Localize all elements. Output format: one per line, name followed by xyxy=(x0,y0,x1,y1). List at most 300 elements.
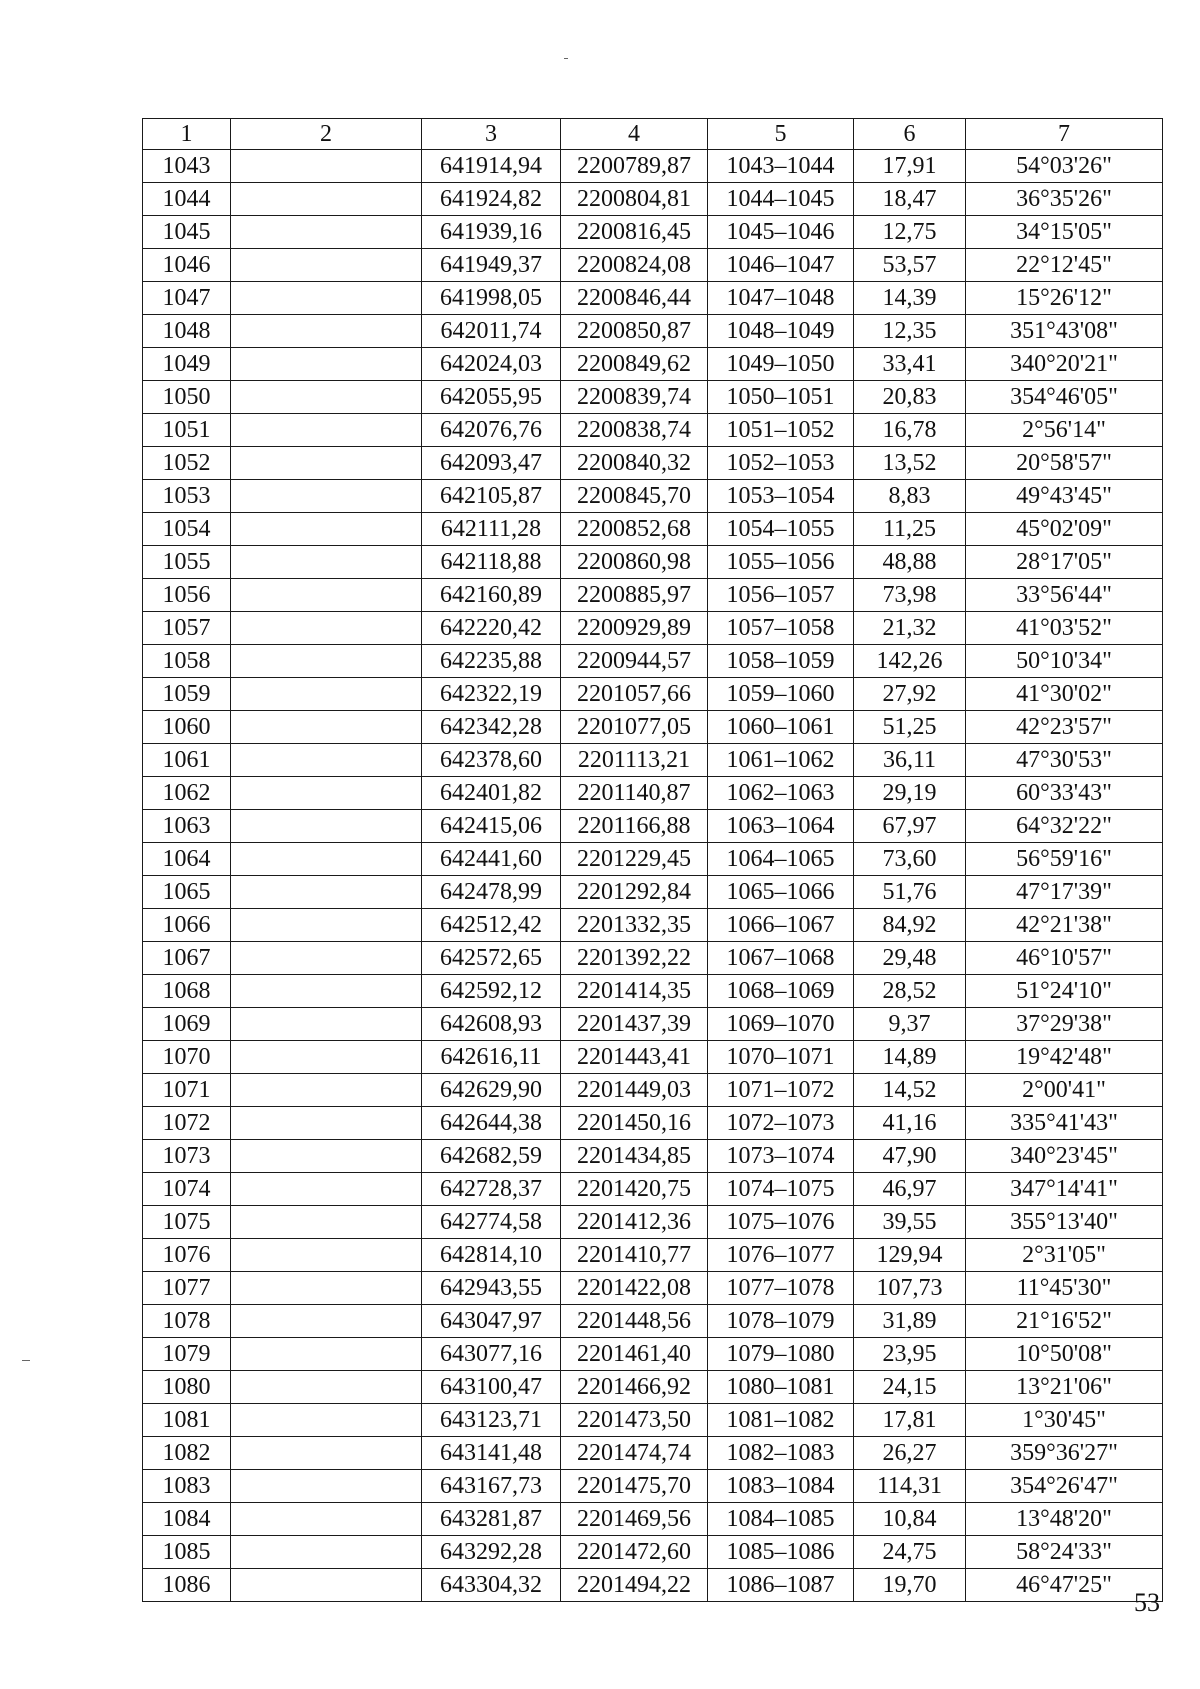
cell-segment: 1051–1052 xyxy=(708,414,854,447)
table-row xyxy=(143,975,1163,1008)
cell-segment: 1043–1044 xyxy=(708,150,854,183)
table-row xyxy=(143,777,1163,810)
cell-bearing: 335°41'43" xyxy=(966,1107,1163,1140)
cell-y-coordinate: 2201412,36 xyxy=(561,1206,708,1239)
cell-x-coordinate: 642118,88 xyxy=(422,546,561,579)
cell-x-coordinate: 642814,10 xyxy=(422,1239,561,1272)
cell-point-number: 1043 xyxy=(143,150,231,183)
table-row xyxy=(143,1470,1163,1503)
cell-y-coordinate: 2201422,08 xyxy=(561,1272,708,1305)
cell-y-coordinate: 2200804,81 xyxy=(561,183,708,216)
cell-y-coordinate: 2201475,70 xyxy=(561,1470,708,1503)
cell-segment: 1080–1081 xyxy=(708,1371,854,1404)
cell-bearing: 2°00'41" xyxy=(966,1074,1163,1107)
cell-x-coordinate: 642220,42 xyxy=(422,612,561,645)
cell-point-number: 1063 xyxy=(143,810,231,843)
cell-bearing: 351°43'08" xyxy=(966,315,1163,348)
cell-length: 16,78 xyxy=(854,414,966,447)
cell-bearing: 22°12'45" xyxy=(966,249,1163,282)
cell-x-coordinate: 642105,87 xyxy=(422,480,561,513)
cell-x-coordinate: 643100,47 xyxy=(422,1371,561,1404)
cell-x-coordinate: 642024,03 xyxy=(422,348,561,381)
cell-blank xyxy=(231,1569,422,1602)
cell-length: 51,25 xyxy=(854,711,966,744)
cell-point-number: 1073 xyxy=(143,1140,231,1173)
cell-point-number: 1058 xyxy=(143,645,231,678)
cell-segment: 1074–1075 xyxy=(708,1173,854,1206)
cell-x-coordinate: 643047,97 xyxy=(422,1305,561,1338)
cell-x-coordinate: 642076,76 xyxy=(422,414,561,447)
cell-point-number: 1064 xyxy=(143,843,231,876)
cell-segment: 1044–1045 xyxy=(708,183,854,216)
table-row xyxy=(143,1140,1163,1173)
table-row xyxy=(143,1503,1163,1536)
cell-blank xyxy=(231,150,422,183)
cell-segment: 1057–1058 xyxy=(708,612,854,645)
cell-segment: 1054–1055 xyxy=(708,513,854,546)
cell-point-number: 1077 xyxy=(143,1272,231,1305)
cell-point-number: 1086 xyxy=(143,1569,231,1602)
cell-length: 8,83 xyxy=(854,480,966,513)
cell-point-number: 1078 xyxy=(143,1305,231,1338)
cell-point-number: 1057 xyxy=(143,612,231,645)
cell-bearing: 51°24'10" xyxy=(966,975,1163,1008)
table-row xyxy=(143,249,1163,282)
table-row xyxy=(143,1536,1163,1569)
cell-point-number: 1054 xyxy=(143,513,231,546)
cell-point-number: 1068 xyxy=(143,975,231,1008)
cell-bearing: 50°10'34" xyxy=(966,645,1163,678)
cell-y-coordinate: 2200860,98 xyxy=(561,546,708,579)
table-row xyxy=(143,282,1163,315)
table-row xyxy=(143,1107,1163,1140)
cell-x-coordinate: 642160,89 xyxy=(422,579,561,612)
cell-length: 29,19 xyxy=(854,777,966,810)
table-row xyxy=(143,315,1163,348)
table-row xyxy=(143,876,1163,909)
cell-point-number: 1046 xyxy=(143,249,231,282)
cell-segment: 1078–1079 xyxy=(708,1305,854,1338)
table-row xyxy=(143,546,1163,579)
cell-length: 19,70 xyxy=(854,1569,966,1602)
cell-length: 14,52 xyxy=(854,1074,966,1107)
cell-point-number: 1060 xyxy=(143,711,231,744)
table-row xyxy=(143,843,1163,876)
cell-length: 48,88 xyxy=(854,546,966,579)
cell-x-coordinate: 642235,88 xyxy=(422,645,561,678)
cell-y-coordinate: 2201469,56 xyxy=(561,1503,708,1536)
cell-x-coordinate: 642616,11 xyxy=(422,1041,561,1074)
cell-length: 17,91 xyxy=(854,150,966,183)
cell-y-coordinate: 2200840,32 xyxy=(561,447,708,480)
cell-segment: 1070–1071 xyxy=(708,1041,854,1074)
cell-y-coordinate: 2200850,87 xyxy=(561,315,708,348)
cell-segment: 1065–1066 xyxy=(708,876,854,909)
cell-blank xyxy=(231,480,422,513)
table-row xyxy=(143,1569,1163,1602)
cell-x-coordinate: 642011,74 xyxy=(422,315,561,348)
cell-blank xyxy=(231,975,422,1008)
cell-x-coordinate: 642572,65 xyxy=(422,942,561,975)
cell-length: 26,27 xyxy=(854,1437,966,1470)
cell-bearing: 56°59'16" xyxy=(966,843,1163,876)
column-header-segment: 5 xyxy=(708,119,854,150)
table-body xyxy=(143,150,1163,1602)
cell-blank xyxy=(231,810,422,843)
cell-y-coordinate: 2201473,50 xyxy=(561,1404,708,1437)
cell-segment: 1047–1048 xyxy=(708,282,854,315)
column-header-bearing: 7 xyxy=(966,119,1163,150)
cell-x-coordinate: 642629,90 xyxy=(422,1074,561,1107)
cell-bearing: 64°32'22" xyxy=(966,810,1163,843)
cell-y-coordinate: 2201437,39 xyxy=(561,1008,708,1041)
cell-length: 41,16 xyxy=(854,1107,966,1140)
cell-length: 114,31 xyxy=(854,1470,966,1503)
cell-blank xyxy=(231,381,422,414)
cell-point-number: 1044 xyxy=(143,183,231,216)
cell-length: 129,94 xyxy=(854,1239,966,1272)
cell-point-number: 1049 xyxy=(143,348,231,381)
cell-length: 67,97 xyxy=(854,810,966,843)
cell-bearing: 340°20'21" xyxy=(966,348,1163,381)
cell-y-coordinate: 2201466,92 xyxy=(561,1371,708,1404)
cell-point-number: 1070 xyxy=(143,1041,231,1074)
cell-segment: 1075–1076 xyxy=(708,1206,854,1239)
cell-blank xyxy=(231,1305,422,1338)
cell-bearing: 340°23'45" xyxy=(966,1140,1163,1173)
cell-segment: 1060–1061 xyxy=(708,711,854,744)
cell-blank xyxy=(231,843,422,876)
cell-bearing: 354°26'47" xyxy=(966,1470,1163,1503)
cell-segment: 1046–1047 xyxy=(708,249,854,282)
cell-bearing: 41°30'02" xyxy=(966,678,1163,711)
cell-y-coordinate: 2200885,97 xyxy=(561,579,708,612)
cell-blank xyxy=(231,546,422,579)
cell-blank xyxy=(231,447,422,480)
cell-point-number: 1050 xyxy=(143,381,231,414)
cell-blank xyxy=(231,1503,422,1536)
cell-bearing: 13°21'06" xyxy=(966,1371,1163,1404)
cell-point-number: 1081 xyxy=(143,1404,231,1437)
table-row xyxy=(143,1206,1163,1239)
cell-x-coordinate: 643077,16 xyxy=(422,1338,561,1371)
cell-point-number: 1048 xyxy=(143,315,231,348)
cell-bearing: 54°03'26" xyxy=(966,150,1163,183)
cell-blank xyxy=(231,777,422,810)
cell-blank xyxy=(231,942,422,975)
cell-length: 21,32 xyxy=(854,612,966,645)
cell-bearing: 347°14'41" xyxy=(966,1173,1163,1206)
cell-length: 12,75 xyxy=(854,216,966,249)
cell-x-coordinate: 641949,37 xyxy=(422,249,561,282)
cell-y-coordinate: 2201449,03 xyxy=(561,1074,708,1107)
cell-y-coordinate: 2201450,16 xyxy=(561,1107,708,1140)
column-header-y-coordinate: 4 xyxy=(561,119,708,150)
cell-bearing: 47°30'53" xyxy=(966,744,1163,777)
coordinates-table xyxy=(142,118,1163,1602)
table-row xyxy=(143,942,1163,975)
cell-segment: 1062–1063 xyxy=(708,777,854,810)
cell-y-coordinate: 2201494,22 xyxy=(561,1569,708,1602)
cell-blank xyxy=(231,1140,422,1173)
cell-point-number: 1079 xyxy=(143,1338,231,1371)
cell-bearing: 34°15'05" xyxy=(966,216,1163,249)
cell-bearing: 2°56'14" xyxy=(966,414,1163,447)
cell-segment: 1076–1077 xyxy=(708,1239,854,1272)
cell-point-number: 1045 xyxy=(143,216,231,249)
cell-point-number: 1061 xyxy=(143,744,231,777)
cell-blank xyxy=(231,1272,422,1305)
cell-bearing: 10°50'08" xyxy=(966,1338,1163,1371)
cell-point-number: 1051 xyxy=(143,414,231,447)
cell-segment: 1064–1065 xyxy=(708,843,854,876)
cell-bearing: 37°29'38" xyxy=(966,1008,1163,1041)
cell-x-coordinate: 642478,99 xyxy=(422,876,561,909)
cell-blank xyxy=(231,876,422,909)
cell-bearing: 41°03'52" xyxy=(966,612,1163,645)
table-row xyxy=(143,1437,1163,1470)
table-row xyxy=(143,381,1163,414)
cell-length: 73,98 xyxy=(854,579,966,612)
cell-point-number: 1082 xyxy=(143,1437,231,1470)
cell-blank xyxy=(231,1536,422,1569)
cell-point-number: 1056 xyxy=(143,579,231,612)
cell-bearing: 354°46'05" xyxy=(966,381,1163,414)
table-row xyxy=(143,1272,1163,1305)
cell-blank xyxy=(231,1239,422,1272)
cell-bearing: 45°02'09" xyxy=(966,513,1163,546)
column-header-point-number: 1 xyxy=(143,119,231,150)
cell-point-number: 1065 xyxy=(143,876,231,909)
cell-length: 14,39 xyxy=(854,282,966,315)
cell-segment: 1055–1056 xyxy=(708,546,854,579)
cell-length: 12,35 xyxy=(854,315,966,348)
cell-bearing: 60°33'43" xyxy=(966,777,1163,810)
cell-bearing: 1°30'45" xyxy=(966,1404,1163,1437)
cell-x-coordinate: 642592,12 xyxy=(422,975,561,1008)
scan-artifact-top xyxy=(564,58,568,59)
table-row xyxy=(143,1041,1163,1074)
cell-segment: 1079–1080 xyxy=(708,1338,854,1371)
cell-y-coordinate: 2201057,66 xyxy=(561,678,708,711)
cell-x-coordinate: 643123,71 xyxy=(422,1404,561,1437)
cell-point-number: 1075 xyxy=(143,1206,231,1239)
cell-x-coordinate: 642111,28 xyxy=(422,513,561,546)
cell-length: 27,92 xyxy=(854,678,966,711)
cell-length: 24,15 xyxy=(854,1371,966,1404)
cell-segment: 1053–1054 xyxy=(708,480,854,513)
cell-bearing: 58°24'33" xyxy=(966,1536,1163,1569)
cell-point-number: 1062 xyxy=(143,777,231,810)
cell-point-number: 1074 xyxy=(143,1173,231,1206)
cell-x-coordinate: 642378,60 xyxy=(422,744,561,777)
table-row xyxy=(143,711,1163,744)
cell-y-coordinate: 2201077,05 xyxy=(561,711,708,744)
cell-bearing: 359°36'27" xyxy=(966,1437,1163,1470)
cell-length: 73,60 xyxy=(854,843,966,876)
column-header-length: 6 xyxy=(854,119,966,150)
table-row xyxy=(143,183,1163,216)
cell-blank xyxy=(231,1404,422,1437)
scan-artifact-left xyxy=(22,1360,30,1361)
table-row xyxy=(143,414,1163,447)
cell-blank xyxy=(231,315,422,348)
table-row xyxy=(143,744,1163,777)
cell-point-number: 1076 xyxy=(143,1239,231,1272)
table-row xyxy=(143,909,1163,942)
cell-segment: 1058–1059 xyxy=(708,645,854,678)
cell-y-coordinate: 2201461,40 xyxy=(561,1338,708,1371)
cell-bearing: 2°31'05" xyxy=(966,1239,1163,1272)
cell-bearing: 20°58'57" xyxy=(966,447,1163,480)
cell-y-coordinate: 2200839,74 xyxy=(561,381,708,414)
cell-x-coordinate: 641998,05 xyxy=(422,282,561,315)
table-row xyxy=(143,1371,1163,1404)
cell-bearing: 46°47'25" xyxy=(966,1569,1163,1602)
cell-bearing: 28°17'05" xyxy=(966,546,1163,579)
header-row xyxy=(143,119,1163,150)
cell-segment: 1072–1073 xyxy=(708,1107,854,1140)
cell-blank xyxy=(231,249,422,282)
cell-x-coordinate: 641939,16 xyxy=(422,216,561,249)
cell-length: 53,57 xyxy=(854,249,966,282)
column-header-x-coordinate: 3 xyxy=(422,119,561,150)
cell-segment: 1073–1074 xyxy=(708,1140,854,1173)
cell-segment: 1067–1068 xyxy=(708,942,854,975)
cell-y-coordinate: 2201420,75 xyxy=(561,1173,708,1206)
cell-blank xyxy=(231,348,422,381)
cell-x-coordinate: 642728,37 xyxy=(422,1173,561,1206)
cell-x-coordinate: 642401,82 xyxy=(422,777,561,810)
cell-blank xyxy=(231,612,422,645)
cell-segment: 1048–1049 xyxy=(708,315,854,348)
table-row xyxy=(143,1404,1163,1437)
cell-length: 13,52 xyxy=(854,447,966,480)
cell-y-coordinate: 2201472,60 xyxy=(561,1536,708,1569)
cell-segment: 1081–1082 xyxy=(708,1404,854,1437)
cell-length: 23,95 xyxy=(854,1338,966,1371)
cell-blank xyxy=(231,1437,422,1470)
cell-y-coordinate: 2201474,74 xyxy=(561,1437,708,1470)
cell-y-coordinate: 2200838,74 xyxy=(561,414,708,447)
cell-bearing: 33°56'44" xyxy=(966,579,1163,612)
cell-bearing: 21°16'52" xyxy=(966,1305,1163,1338)
cell-bearing: 42°21'38" xyxy=(966,909,1163,942)
cell-x-coordinate: 642342,28 xyxy=(422,711,561,744)
cell-point-number: 1059 xyxy=(143,678,231,711)
cell-blank xyxy=(231,1371,422,1404)
cell-bearing: 42°23'57" xyxy=(966,711,1163,744)
cell-bearing: 49°43'45" xyxy=(966,480,1163,513)
table-row xyxy=(143,480,1163,513)
table-row xyxy=(143,1239,1163,1272)
table-row xyxy=(143,810,1163,843)
cell-length: 29,48 xyxy=(854,942,966,975)
cell-blank xyxy=(231,513,422,546)
table-row xyxy=(143,348,1163,381)
cell-x-coordinate: 642093,47 xyxy=(422,447,561,480)
cell-bearing: 13°48'20" xyxy=(966,1503,1163,1536)
cell-x-coordinate: 642322,19 xyxy=(422,678,561,711)
cell-segment: 1049–1050 xyxy=(708,348,854,381)
cell-x-coordinate: 642943,55 xyxy=(422,1272,561,1305)
table-row xyxy=(143,1305,1163,1338)
cell-y-coordinate: 2200849,62 xyxy=(561,348,708,381)
cell-bearing: 36°35'26" xyxy=(966,183,1163,216)
cell-segment: 1085–1086 xyxy=(708,1536,854,1569)
cell-x-coordinate: 643141,48 xyxy=(422,1437,561,1470)
table-row xyxy=(143,150,1163,183)
page-number: 53 xyxy=(1134,1588,1160,1617)
cell-length: 14,89 xyxy=(854,1041,966,1074)
cell-x-coordinate: 642644,38 xyxy=(422,1107,561,1140)
cell-y-coordinate: 2201229,45 xyxy=(561,843,708,876)
cell-length: 36,11 xyxy=(854,744,966,777)
cell-length: 107,73 xyxy=(854,1272,966,1305)
cell-length: 18,47 xyxy=(854,183,966,216)
cell-x-coordinate: 642512,42 xyxy=(422,909,561,942)
cell-point-number: 1066 xyxy=(143,909,231,942)
cell-blank xyxy=(231,282,422,315)
cell-bearing: 355°13'40" xyxy=(966,1206,1163,1239)
cell-segment: 1083–1084 xyxy=(708,1470,854,1503)
table-row xyxy=(143,1008,1163,1041)
cell-blank xyxy=(231,1173,422,1206)
cell-segment: 1059–1060 xyxy=(708,678,854,711)
cell-blank xyxy=(231,744,422,777)
cell-y-coordinate: 2200852,68 xyxy=(561,513,708,546)
cell-x-coordinate: 643281,87 xyxy=(422,1503,561,1536)
cell-x-coordinate: 643167,73 xyxy=(422,1470,561,1503)
cell-bearing: 46°10'57" xyxy=(966,942,1163,975)
cell-x-coordinate: 643304,32 xyxy=(422,1569,561,1602)
table-row xyxy=(143,1074,1163,1107)
cell-y-coordinate: 2201292,84 xyxy=(561,876,708,909)
cell-x-coordinate: 642608,93 xyxy=(422,1008,561,1041)
cell-segment: 1045–1046 xyxy=(708,216,854,249)
cell-blank xyxy=(231,909,422,942)
cell-segment: 1056–1057 xyxy=(708,579,854,612)
cell-y-coordinate: 2200944,57 xyxy=(561,645,708,678)
cell-y-coordinate: 2200824,08 xyxy=(561,249,708,282)
table-row xyxy=(143,645,1163,678)
cell-blank xyxy=(231,414,422,447)
cell-blank xyxy=(231,1338,422,1371)
cell-blank xyxy=(231,711,422,744)
cell-length: 11,25 xyxy=(854,513,966,546)
cell-blank xyxy=(231,1074,422,1107)
cell-segment: 1052–1053 xyxy=(708,447,854,480)
cell-bearing: 11°45'30" xyxy=(966,1272,1163,1305)
cell-blank xyxy=(231,183,422,216)
cell-y-coordinate: 2201140,87 xyxy=(561,777,708,810)
cell-point-number: 1069 xyxy=(143,1008,231,1041)
cell-y-coordinate: 2200929,89 xyxy=(561,612,708,645)
cell-x-coordinate: 642415,06 xyxy=(422,810,561,843)
cell-bearing: 19°42'48" xyxy=(966,1041,1163,1074)
cell-point-number: 1067 xyxy=(143,942,231,975)
cell-segment: 1084–1085 xyxy=(708,1503,854,1536)
cell-point-number: 1055 xyxy=(143,546,231,579)
cell-y-coordinate: 2200845,70 xyxy=(561,480,708,513)
cell-x-coordinate: 641924,82 xyxy=(422,183,561,216)
cell-x-coordinate: 642441,60 xyxy=(422,843,561,876)
cell-bearing: 47°17'39" xyxy=(966,876,1163,909)
cell-point-number: 1071 xyxy=(143,1074,231,1107)
cell-blank xyxy=(231,216,422,249)
cell-segment: 1068–1069 xyxy=(708,975,854,1008)
cell-length: 84,92 xyxy=(854,909,966,942)
